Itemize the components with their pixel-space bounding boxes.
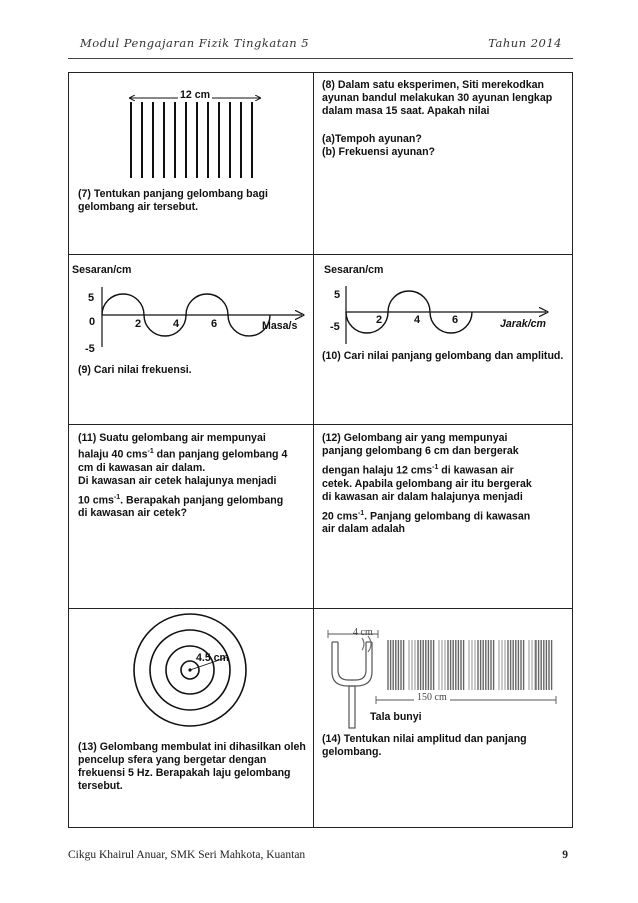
footer-author: Cikgu Khairul Anuar, SMK Seri Mahkota, Kuantan [68, 849, 306, 861]
q8-question-text: (8) Dalam satu eksperimen, Siti merekodkan ayunan bandul melakukan 30 ayunan lengkap dalam masa 15 saat. Apakah nilai [322, 79, 553, 117]
q10-question-text: (10) Cari nilai panjang gelombang dan amplitud. [322, 350, 564, 362]
q9-x-tick-2: 2 [135, 318, 142, 330]
q10-x-tick-4: 4 [414, 314, 421, 326]
table-row-divider-2 [68, 424, 573, 425]
q13-question-text: (13) Gelombang membulat ini dihasilkan oleh pencelup sfera yang bergetar dengan frekuensi 5 Hz. Berapakah laju gelombang tersebut. [78, 741, 306, 792]
q14-compression-bars [388, 640, 552, 690]
q14-bottom-measure [376, 696, 556, 704]
header-divider [68, 58, 573, 59]
q10-x-tick-2: 2 [376, 314, 383, 326]
table-row-divider-1 [68, 254, 573, 255]
q10-y-axis-label: Sesaran/cm [324, 264, 384, 276]
q8-part-a: (a)Tempoh ayunan? [322, 133, 422, 145]
q14-top-label: 4 cm [353, 627, 373, 638]
q11-question-text: (11) Suatu gelombang air mempunyai halaju 40 cms$^{-1}$ dan panjang gelombang 4 cm di kawasan air dalam. Di kawasan air cetek halajunya menjadi 10 cms$^{-1}$. Berapakah panjang gelombang di kawasan air cetek? [78, 432, 288, 520]
q12-question-text: (12) Gelombang air yang mempunyai panjang gelombang 6 cm dan bergerak dengan halaju 12 cms$^{-1}$ di kawasan air cetek. Apabila gelombang air itu bergerak di kawasan air dalam halajunya menjadi 20 cms$^{-1}$. Panjang gelombang di kawasan air dalam adalah [322, 432, 532, 536]
q9-x-tick-6: 6 [211, 318, 218, 330]
q9-y-axis-label: Sesaran/cm [72, 264, 132, 276]
q10-x-tick-6: 6 [452, 314, 459, 326]
footer-page-number: 9 [562, 849, 568, 861]
q10-x-axis-label: Jarak/cm [500, 318, 546, 330]
q14-bottom-label: 150 cm [414, 692, 450, 703]
q7-question-text: (7) Tentukan panjang gelombang bagi gelombang air tersebut. [78, 188, 268, 213]
q14-question-text: (14) Tentukan nilai amplitud dan panjang gelombang. [322, 733, 527, 758]
table-column-divider [313, 72, 314, 828]
q10-y-positive: 5 [334, 289, 341, 301]
q13-radius-label: 4.5 cm [196, 652, 229, 664]
q8-part-b: (b) Frekuensi ayunan? [322, 146, 436, 158]
q9-y-positive: 5 [88, 292, 95, 304]
q14-fork-label: Tala bunyi [370, 711, 422, 723]
q9-x-tick-4: 4 [173, 318, 180, 330]
q7-wavefronts [131, 102, 252, 178]
table-row-divider-3 [68, 608, 573, 609]
q7-wavefront-diagram [120, 88, 270, 180]
q9-x-axis-label: Masa/s [262, 320, 298, 332]
q13-circular-wave-diagram [130, 612, 250, 728]
q9-question-text: (9) Cari nilai frekuensi. [78, 364, 192, 376]
q9-origin: 0 [89, 316, 96, 328]
q14-tuning-fork [332, 636, 372, 728]
header-year: Tahun 2014 [488, 36, 562, 50]
q7-width-label: 12 cm [180, 89, 211, 101]
header-title: Modul Pengajaran Fizik Tingkatan 5 [80, 36, 310, 50]
q9-y-negative: -5 [85, 343, 95, 355]
q10-y-negative: -5 [330, 321, 340, 333]
